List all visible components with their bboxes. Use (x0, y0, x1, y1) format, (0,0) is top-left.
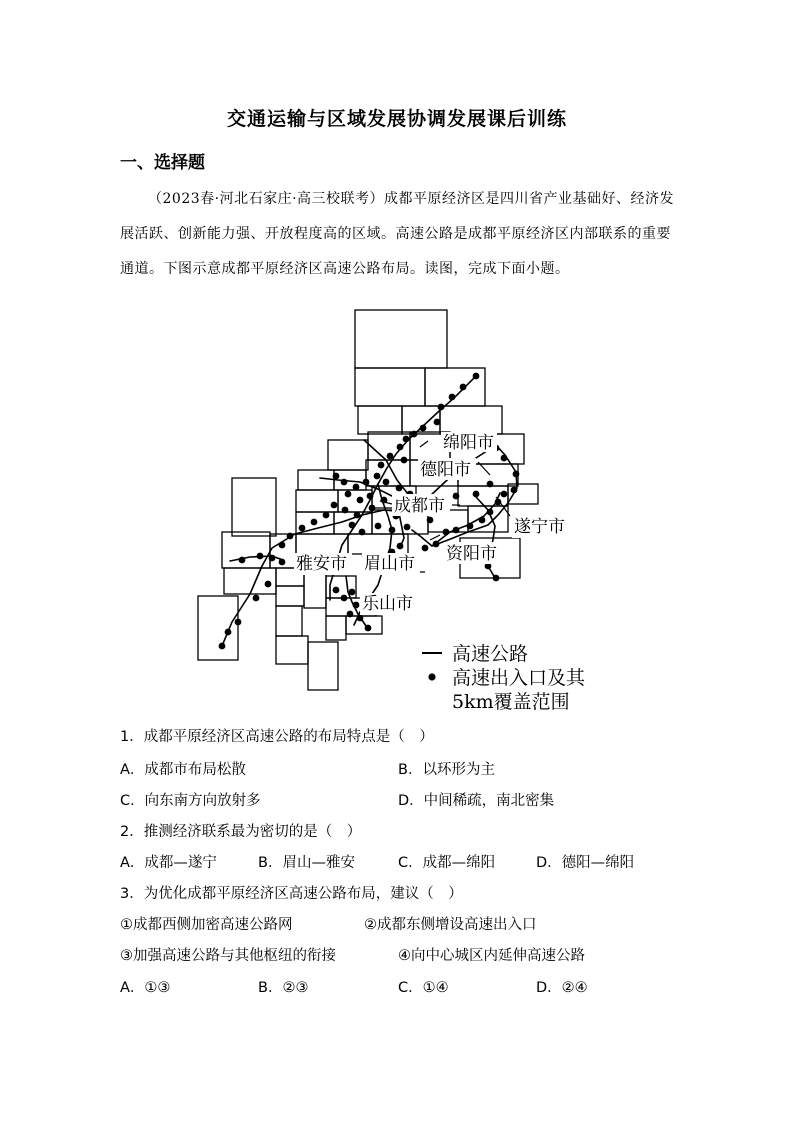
question-1-option-c[interactable]: C．向东南方向放射多 (120, 793, 261, 809)
question-1-option-a[interactable]: A．成都市布局松散 (120, 762, 246, 778)
question-2-option-d[interactable]: D．德阳—绵阳 (536, 855, 635, 871)
question-3-stem: 3．为优化成都平原经济区高速公路布局，建议（ ） (120, 886, 463, 902)
page-title: 交通运输与区域发展协调发展课后训练 (226, 108, 567, 130)
question-3-statement-2: ②成都东侧增设高速出入口 (364, 917, 537, 933)
question-3-statement-4: ④向中心城区内延伸高速公路 (398, 948, 585, 964)
map-grid-cells (198, 310, 538, 690)
question-3-option-b[interactable]: B．②③ (258, 980, 309, 996)
section-heading: 一、选择题 (120, 153, 205, 173)
question-3-option-c[interactable]: C．①④ (398, 980, 449, 996)
question-2-option-b[interactable]: B．眉山—雅安 (258, 855, 355, 871)
question-2-stem: 2．推测经济联系最为密切的是（ ） (120, 824, 362, 840)
city-label-ziyang: 资阳市 (446, 544, 497, 564)
question-2-option-a[interactable]: A．成都—遂宁 (120, 855, 217, 871)
city-label-meishan: 眉山市 (364, 554, 415, 574)
question-3-option-a[interactable]: A．①③ (120, 980, 171, 996)
question-1-stem: 1．成都平原经济区高速公路的布局特点是（ ） (120, 729, 434, 745)
city-label-chengdu: 成都市 (394, 496, 445, 516)
intro-paragraph: （2023春·河北石家庄·高三校联考）成都平原经济区是四川省产业基础好、经济发展活跃、创新能力强、开放程度高的区域。高速公路是成都平原经济区内部联系的重要通道。下图示意成都平原经济区高速公路布局。读图，完成下面小题。 (120, 191, 675, 277)
legend-exit-line2: 5km覆盖范围 (452, 691, 570, 713)
map-legend (422, 643, 586, 713)
city-label-suining: 遂宁市 (514, 517, 565, 537)
expressway-map (190, 306, 610, 716)
city-label-leshan: 乐山市 (362, 594, 413, 614)
question-1-option-d[interactable]: D．中间稀疏，南北密集 (398, 793, 555, 809)
question-2-option-c[interactable]: C．成都—绵阳 (398, 855, 496, 871)
city-label-mianyang: 绵阳市 (443, 433, 494, 453)
legend-exit-line1: 高速出入口及其 (452, 667, 586, 689)
legend-expressway: 高速公路 (452, 643, 529, 665)
city-label-yaan: 雅安市 (296, 554, 347, 574)
question-3-option-d[interactable]: D．②④ (536, 980, 588, 996)
question-3-statement-3: ③加强高速公路与其他枢纽的衔接 (120, 948, 336, 964)
legend-dot-icon (428, 673, 435, 680)
city-label-deyang: 德阳市 (420, 460, 471, 480)
question-1-option-b[interactable]: B．以环形为主 (398, 762, 495, 778)
question-3-statement-1: ①成都西侧加密高速公路网 (120, 917, 293, 933)
